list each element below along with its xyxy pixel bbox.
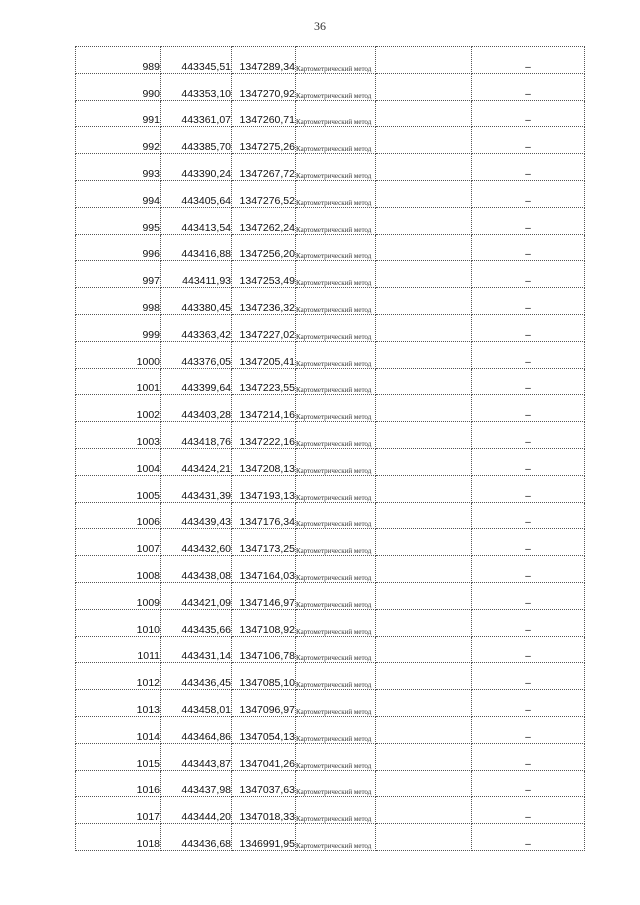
point-number-cell: 999: [76, 314, 161, 341]
x-coordinate-cell: 443376,05: [161, 341, 232, 368]
point-number-cell: 998: [76, 288, 161, 315]
method-cell: Картометрический метод: [296, 582, 376, 609]
point-number-cell: 989: [76, 47, 161, 74]
x-coordinate-cell: 443385,70: [161, 127, 232, 154]
point-number-cell: 1007: [76, 529, 161, 556]
dash-cell: –: [472, 448, 585, 475]
method-cell: Картометрический метод: [296, 314, 376, 341]
table-row: [76, 770, 585, 797]
table-row: [76, 368, 585, 395]
point-number-cell: 1005: [76, 475, 161, 502]
y-coordinate-cell: 1347096,97: [232, 690, 296, 717]
method-cell: Картометрический метод: [296, 797, 376, 824]
table-row: [76, 154, 585, 181]
method-cell: Картометрический метод: [296, 341, 376, 368]
method-cell: Картометрический метод: [296, 609, 376, 636]
dash-cell: –: [472, 716, 585, 743]
blank-cell: [376, 154, 472, 181]
y-coordinate-cell: 1347222,16: [232, 422, 296, 449]
point-number-cell: 1013: [76, 690, 161, 717]
dash-cell: –: [472, 234, 585, 261]
x-coordinate-cell: 443363,42: [161, 314, 232, 341]
dash-cell: –: [472, 180, 585, 207]
y-coordinate-cell: 1347164,03: [232, 556, 296, 583]
point-number-cell: 1011: [76, 636, 161, 663]
blank-cell: [376, 288, 472, 315]
table-row: [76, 690, 585, 717]
x-coordinate-cell: 443424,21: [161, 448, 232, 475]
method-cell: Картометрический метод: [296, 154, 376, 181]
x-coordinate-cell: 443435,66: [161, 609, 232, 636]
dash-cell: –: [472, 368, 585, 395]
point-number-cell: 1008: [76, 556, 161, 583]
x-coordinate-cell: 443418,76: [161, 422, 232, 449]
method-cell: Картометрический метод: [296, 368, 376, 395]
x-coordinate-cell: 443380,45: [161, 288, 232, 315]
table-row: [76, 234, 585, 261]
y-coordinate-cell: 1347106,78: [232, 636, 296, 663]
y-coordinate-cell: 1347176,34: [232, 502, 296, 529]
blank-cell: [376, 395, 472, 422]
x-coordinate-cell: 443353,10: [161, 73, 232, 100]
x-coordinate-cell: 443403,28: [161, 395, 232, 422]
table-row: [76, 582, 585, 609]
x-coordinate-cell: 443436,68: [161, 824, 232, 851]
table-row: [76, 448, 585, 475]
blank-cell: [376, 261, 472, 288]
method-cell: Картометрический метод: [296, 395, 376, 422]
table-row: [76, 529, 585, 556]
x-coordinate-cell: 443439,43: [161, 502, 232, 529]
y-coordinate-cell: 1347205,41: [232, 341, 296, 368]
dash-cell: –: [472, 529, 585, 556]
dash-cell: –: [472, 395, 585, 422]
blank-cell: [376, 663, 472, 690]
table-row: [76, 422, 585, 449]
table-row: [76, 502, 585, 529]
blank-cell: [376, 207, 472, 234]
blank-cell: [376, 529, 472, 556]
x-coordinate-cell: 443345,51: [161, 47, 232, 74]
method-cell: Картометрический метод: [296, 180, 376, 207]
blank-cell: [376, 47, 472, 74]
point-number-cell: 1017: [76, 797, 161, 824]
dash-cell: –: [472, 314, 585, 341]
point-number-cell: 1009: [76, 582, 161, 609]
y-coordinate-cell: 1347275,26: [232, 127, 296, 154]
blank-cell: [376, 314, 472, 341]
dash-cell: –: [472, 582, 585, 609]
dash-cell: –: [472, 636, 585, 663]
method-cell: Картометрический метод: [296, 207, 376, 234]
table-row: [76, 395, 585, 422]
y-coordinate-cell: 1347276,52: [232, 180, 296, 207]
dash-cell: –: [472, 475, 585, 502]
y-coordinate-cell: 1346991,95: [232, 824, 296, 851]
method-cell: Картометрический метод: [296, 663, 376, 690]
method-cell: Картометрический метод: [296, 127, 376, 154]
table-row: [76, 127, 585, 154]
blank-cell: [376, 73, 472, 100]
point-number-cell: 996: [76, 234, 161, 261]
blank-cell: [376, 502, 472, 529]
table-row: [76, 824, 585, 851]
table-row: [76, 636, 585, 663]
dash-cell: –: [472, 609, 585, 636]
y-coordinate-cell: 1347173,25: [232, 529, 296, 556]
y-coordinate-cell: 1347085,10: [232, 663, 296, 690]
method-cell: Картометрический метод: [296, 234, 376, 261]
x-coordinate-cell: 443399,64: [161, 368, 232, 395]
table-row: [76, 261, 585, 288]
method-cell: Картометрический метод: [296, 556, 376, 583]
dash-cell: –: [472, 422, 585, 449]
x-coordinate-cell: 443405,64: [161, 180, 232, 207]
point-number-cell: 1000: [76, 341, 161, 368]
point-number-cell: 995: [76, 207, 161, 234]
dash-cell: –: [472, 288, 585, 315]
x-coordinate-cell: 443458,01: [161, 690, 232, 717]
method-cell: Картометрический метод: [296, 690, 376, 717]
dash-cell: –: [472, 824, 585, 851]
x-coordinate-cell: 443438,08: [161, 556, 232, 583]
method-cell: Картометрический метод: [296, 716, 376, 743]
blank-cell: [376, 716, 472, 743]
point-number-cell: 1004: [76, 448, 161, 475]
x-coordinate-cell: 443431,14: [161, 636, 232, 663]
x-coordinate-cell: 443437,98: [161, 770, 232, 797]
coordinates-table: [75, 46, 585, 851]
point-number-cell: 991: [76, 100, 161, 127]
y-coordinate-cell: 1347041,26: [232, 743, 296, 770]
blank-cell: [376, 556, 472, 583]
point-number-cell: 990: [76, 73, 161, 100]
blank-cell: [376, 448, 472, 475]
blank-cell: [376, 368, 472, 395]
y-coordinate-cell: 1347270,92: [232, 73, 296, 100]
y-coordinate-cell: 1347236,32: [232, 288, 296, 315]
y-coordinate-cell: 1347262,24: [232, 207, 296, 234]
table-row: [76, 341, 585, 368]
blank-cell: [376, 180, 472, 207]
table-row: [76, 475, 585, 502]
method-cell: Картометрический метод: [296, 743, 376, 770]
y-coordinate-cell: 1347037,63: [232, 770, 296, 797]
y-coordinate-cell: 1347208,13: [232, 448, 296, 475]
blank-cell: [376, 341, 472, 368]
blank-cell: [376, 100, 472, 127]
coordinates-table-body: [76, 47, 585, 851]
x-coordinate-cell: 443421,09: [161, 582, 232, 609]
blank-cell: [376, 824, 472, 851]
point-number-cell: 1012: [76, 663, 161, 690]
table-row: [76, 314, 585, 341]
point-number-cell: 1002: [76, 395, 161, 422]
dash-cell: –: [472, 797, 585, 824]
blank-cell: [376, 422, 472, 449]
method-cell: Картометрический метод: [296, 261, 376, 288]
blank-cell: [376, 636, 472, 663]
method-cell: Картометрический метод: [296, 73, 376, 100]
table-row: [76, 609, 585, 636]
point-number-cell: 997: [76, 261, 161, 288]
dash-cell: –: [472, 770, 585, 797]
dash-cell: –: [472, 502, 585, 529]
y-coordinate-cell: 1347256,20: [232, 234, 296, 261]
y-coordinate-cell: 1347018,33: [232, 797, 296, 824]
blank-cell: [376, 690, 472, 717]
blank-cell: [376, 127, 472, 154]
method-cell: Картометрический метод: [296, 770, 376, 797]
blank-cell: [376, 609, 472, 636]
method-cell: Картометрический метод: [296, 100, 376, 127]
point-number-cell: 992: [76, 127, 161, 154]
point-number-cell: 1015: [76, 743, 161, 770]
point-number-cell: 1001: [76, 368, 161, 395]
dash-cell: –: [472, 261, 585, 288]
method-cell: Картометрический метод: [296, 475, 376, 502]
blank-cell: [376, 234, 472, 261]
dash-cell: –: [472, 73, 585, 100]
x-coordinate-cell: 443431,39: [161, 475, 232, 502]
page-number: 36: [314, 19, 326, 33]
point-number-cell: 1003: [76, 422, 161, 449]
dash-cell: –: [472, 154, 585, 181]
method-cell: Картометрический метод: [296, 448, 376, 475]
y-coordinate-cell: 1347193,13: [232, 475, 296, 502]
table-row: [76, 663, 585, 690]
x-coordinate-cell: 443444,20: [161, 797, 232, 824]
table-row: [76, 207, 585, 234]
dash-cell: –: [472, 663, 585, 690]
dash-cell: –: [472, 341, 585, 368]
x-coordinate-cell: 443436,45: [161, 663, 232, 690]
x-coordinate-cell: 443464,86: [161, 716, 232, 743]
x-coordinate-cell: 443443,87: [161, 743, 232, 770]
point-number-cell: 994: [76, 180, 161, 207]
point-number-cell: 1014: [76, 716, 161, 743]
dash-cell: –: [472, 743, 585, 770]
blank-cell: [376, 475, 472, 502]
method-cell: Картометрический метод: [296, 288, 376, 315]
y-coordinate-cell: 1347146,97: [232, 582, 296, 609]
x-coordinate-cell: 443416,88: [161, 234, 232, 261]
point-number-cell: 1016: [76, 770, 161, 797]
y-coordinate-cell: 1347227,02: [232, 314, 296, 341]
point-number-cell: 1010: [76, 609, 161, 636]
dash-cell: –: [472, 207, 585, 234]
x-coordinate-cell: 443432,60: [161, 529, 232, 556]
table-row: [76, 73, 585, 100]
y-coordinate-cell: 1347054,13: [232, 716, 296, 743]
blank-cell: [376, 582, 472, 609]
method-cell: Картометрический метод: [296, 502, 376, 529]
dash-cell: –: [472, 127, 585, 154]
y-coordinate-cell: 1347214,16: [232, 395, 296, 422]
method-cell: Картометрический метод: [296, 529, 376, 556]
method-cell: Картометрический метод: [296, 824, 376, 851]
dash-cell: –: [472, 100, 585, 127]
y-coordinate-cell: 1347108,92: [232, 609, 296, 636]
method-cell: Картометрический метод: [296, 636, 376, 663]
table-row: [76, 180, 585, 207]
point-number-cell: 993: [76, 154, 161, 181]
x-coordinate-cell: 443361,07: [161, 100, 232, 127]
dash-cell: –: [472, 47, 585, 74]
method-cell: Картометрический метод: [296, 47, 376, 74]
blank-cell: [376, 797, 472, 824]
table-row: [76, 288, 585, 315]
point-number-cell: 1006: [76, 502, 161, 529]
y-coordinate-cell: 1347289,34: [232, 47, 296, 74]
y-coordinate-cell: 1347253,49: [232, 261, 296, 288]
table-row: [76, 100, 585, 127]
blank-cell: [376, 770, 472, 797]
dash-cell: –: [472, 690, 585, 717]
table-row: [76, 556, 585, 583]
blank-cell: [376, 743, 472, 770]
table-row: [76, 47, 585, 74]
table-row: [76, 743, 585, 770]
method-cell: Картометрический метод: [296, 422, 376, 449]
point-number-cell: 1018: [76, 824, 161, 851]
dash-cell: –: [472, 556, 585, 583]
table-row: [76, 716, 585, 743]
table-row: [76, 797, 585, 824]
y-coordinate-cell: 1347223,55: [232, 368, 296, 395]
y-coordinate-cell: 1347267,72: [232, 154, 296, 181]
x-coordinate-cell: 443413,54: [161, 207, 232, 234]
x-coordinate-cell: 443411,93: [161, 261, 232, 288]
x-coordinate-cell: 443390,24: [161, 154, 232, 181]
y-coordinate-cell: 1347260,71: [232, 100, 296, 127]
